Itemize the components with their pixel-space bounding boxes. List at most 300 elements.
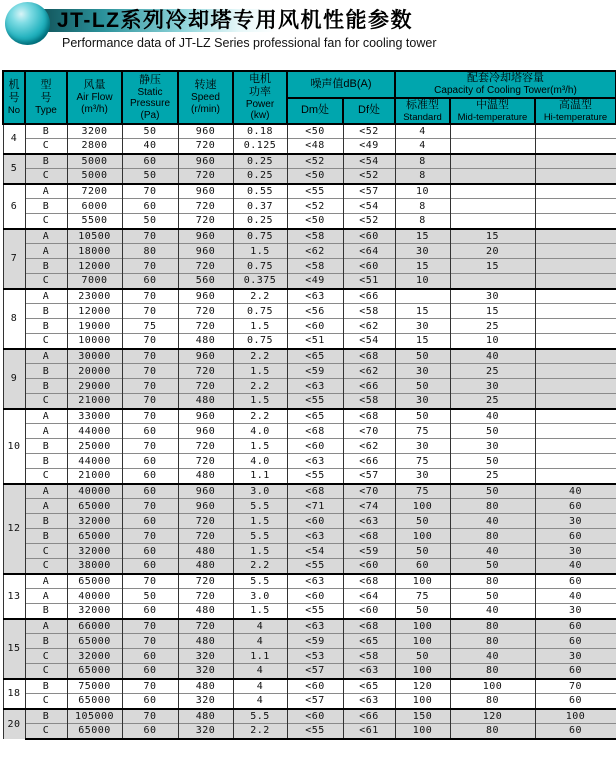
cell-static: 70 xyxy=(122,379,178,394)
cell-air: 32000 xyxy=(67,604,122,619)
cell-speed: 960 xyxy=(178,484,233,499)
cell-std: 100 xyxy=(395,574,450,589)
cell-power: 1.5 xyxy=(233,514,287,529)
cell-air: 75000 xyxy=(67,679,122,694)
cell-std: 100 xyxy=(395,694,450,709)
cell-mid: 15 xyxy=(450,259,535,274)
cell-static: 60 xyxy=(122,649,178,664)
col-header-airflow xyxy=(67,71,122,124)
cell-mid: 50 xyxy=(450,589,535,604)
cell-mid: 50 xyxy=(450,424,535,439)
cell-std: 10 xyxy=(395,184,450,199)
cell-std: 50 xyxy=(395,649,450,664)
power-zh1: 电机 xyxy=(249,72,271,85)
cell-mid: 100 xyxy=(450,679,535,694)
page-subtitle: Performance data of JT-LZ Series professional fan for cooling tower xyxy=(62,36,437,50)
cell-static: 70 xyxy=(122,184,178,199)
type-zh2: 号 xyxy=(40,91,52,104)
cell-mid: 40 xyxy=(450,514,535,529)
cell-hi xyxy=(535,154,616,169)
cell-static: 40 xyxy=(122,139,178,154)
cell-dm: <65 xyxy=(287,409,343,424)
cell-static: 70 xyxy=(122,439,178,454)
cell-dm: <59 xyxy=(287,364,343,379)
cell-hi: 60 xyxy=(535,724,616,739)
cell-df: <58 xyxy=(343,304,395,319)
cell-dm: <48 xyxy=(287,139,343,154)
cell-mid: 50 xyxy=(450,454,535,469)
cell-hi: 30 xyxy=(535,514,616,529)
cell-speed: 480 xyxy=(178,634,233,649)
cell-static: 70 xyxy=(122,709,178,724)
cell-power: 2.2 xyxy=(233,379,287,394)
cell-dm: <52 xyxy=(287,154,343,169)
cell-df: <74 xyxy=(343,499,395,514)
table-row xyxy=(3,184,616,199)
cell-static: 60 xyxy=(122,559,178,574)
cell-static: 70 xyxy=(122,364,178,379)
cell-std: 100 xyxy=(395,529,450,544)
machine-no-cell: 6 xyxy=(3,184,25,229)
cell-speed: 720 xyxy=(178,589,233,604)
cell-dm: <57 xyxy=(287,694,343,709)
cell-dm: <57 xyxy=(287,664,343,679)
cell-static: 60 xyxy=(122,274,178,289)
cell-type: C xyxy=(25,559,67,574)
static-zh: 静压 xyxy=(139,73,161,86)
cell-static: 70 xyxy=(122,304,178,319)
cell-air: 29000 xyxy=(67,379,122,394)
power-en: Power xyxy=(245,98,275,110)
table-row xyxy=(3,364,616,379)
cell-air: 65000 xyxy=(67,664,122,679)
cell-dm: <49 xyxy=(287,274,343,289)
cell-air: 3200 xyxy=(67,124,122,139)
cell-mid: 80 xyxy=(450,619,535,634)
cell-type: A xyxy=(25,499,67,514)
cell-std: 30 xyxy=(395,469,450,484)
cell-std: 30 xyxy=(395,319,450,334)
cell-hi: 70 xyxy=(535,679,616,694)
machine-no-zh1: 机 xyxy=(8,78,20,91)
table-row xyxy=(3,694,616,709)
cell-speed: 960 xyxy=(178,244,233,259)
cell-std: 8 xyxy=(395,154,450,169)
cell-dm: <60 xyxy=(287,439,343,454)
cell-air: 105000 xyxy=(67,709,122,724)
static-en1: Static xyxy=(137,86,163,98)
df-label: Df处 xyxy=(358,104,380,116)
hi-temp-zh: 高温型 xyxy=(559,98,592,111)
cell-dm: <55 xyxy=(287,604,343,619)
cell-mid: 25 xyxy=(450,319,535,334)
cell-hi xyxy=(535,454,616,469)
cell-power: 2.2 xyxy=(233,409,287,424)
cell-std: 4 xyxy=(395,124,450,139)
cell-air: 65000 xyxy=(67,529,122,544)
cell-std: 100 xyxy=(395,724,450,739)
cell-mid: 80 xyxy=(450,724,535,739)
cell-air: 12000 xyxy=(67,259,122,274)
col-header-dm xyxy=(287,98,343,124)
table-row xyxy=(3,169,616,184)
cell-air: 10500 xyxy=(67,229,122,244)
cell-type: C xyxy=(25,274,67,289)
cell-power: 4 xyxy=(233,679,287,694)
cell-mid: 25 xyxy=(450,364,535,379)
cell-static: 60 xyxy=(122,424,178,439)
cell-static: 50 xyxy=(122,589,178,604)
col-header-static-pressure xyxy=(122,71,178,124)
cell-air: 5000 xyxy=(67,169,122,184)
cell-static: 80 xyxy=(122,244,178,259)
cell-dm: <54 xyxy=(287,544,343,559)
static-unit: (Pa) xyxy=(140,109,160,121)
cell-air: 20000 xyxy=(67,364,122,379)
logo-sphere-icon xyxy=(5,2,50,45)
cell-hi xyxy=(535,469,616,484)
mid-temp-zh: 中温型 xyxy=(476,98,509,111)
cell-static: 75 xyxy=(122,319,178,334)
cell-speed: 480 xyxy=(178,394,233,409)
cell-air: 25000 xyxy=(67,439,122,454)
speed-en: Speed xyxy=(191,92,220,104)
cell-speed: 320 xyxy=(178,649,233,664)
col-header-type xyxy=(25,71,67,124)
cell-type: B xyxy=(25,679,67,694)
cell-static: 60 xyxy=(122,469,178,484)
cell-std: 50 xyxy=(395,604,450,619)
cell-type: B xyxy=(25,304,67,319)
cell-type: C xyxy=(25,649,67,664)
cell-mid xyxy=(450,154,535,169)
standard-zh: 标准型 xyxy=(406,98,439,111)
cell-hi xyxy=(535,424,616,439)
cell-power: 1.1 xyxy=(233,649,287,664)
cell-hi: 30 xyxy=(535,544,616,559)
table-row xyxy=(3,529,616,544)
cell-std: 50 xyxy=(395,514,450,529)
cell-speed: 480 xyxy=(178,679,233,694)
cell-static: 70 xyxy=(122,229,178,244)
cell-std: 75 xyxy=(395,484,450,499)
cell-hi xyxy=(535,289,616,304)
cell-df: <64 xyxy=(343,589,395,604)
cell-hi xyxy=(535,409,616,424)
cell-speed: 720 xyxy=(178,439,233,454)
machine-no-zh2: 号 xyxy=(8,91,20,104)
cell-air: 40000 xyxy=(67,589,122,604)
cell-std: 30 xyxy=(395,439,450,454)
cell-type: A xyxy=(25,574,67,589)
machine-no-cell: 15 xyxy=(3,619,25,679)
cell-std xyxy=(395,289,450,304)
cell-hi xyxy=(535,229,616,244)
cell-type: A xyxy=(25,229,67,244)
cell-speed: 960 xyxy=(178,424,233,439)
cell-dm: <60 xyxy=(287,709,343,724)
cell-type: A xyxy=(25,409,67,424)
table-row xyxy=(3,604,616,619)
machine-no-cell: 7 xyxy=(3,229,25,289)
cell-mid xyxy=(450,199,535,214)
cell-df: <68 xyxy=(343,529,395,544)
cell-mid: 20 xyxy=(450,244,535,259)
cell-power: 1.5 xyxy=(233,364,287,379)
cell-type: C xyxy=(25,169,67,184)
col-header-capacity xyxy=(395,71,616,98)
cell-std: 100 xyxy=(395,664,450,679)
table-row xyxy=(3,274,616,289)
cell-df: <70 xyxy=(343,424,395,439)
cell-air: 10000 xyxy=(67,334,122,349)
cell-type: C xyxy=(25,694,67,709)
cell-air: 7000 xyxy=(67,274,122,289)
cell-hi: 60 xyxy=(535,619,616,634)
cell-mid: 40 xyxy=(450,649,535,664)
cell-mid xyxy=(450,214,535,229)
cell-hi xyxy=(535,379,616,394)
cell-air: 19000 xyxy=(67,319,122,334)
performance-table xyxy=(2,70,616,740)
cell-mid: 40 xyxy=(450,349,535,364)
cell-hi xyxy=(535,139,616,154)
cell-type: C xyxy=(25,334,67,349)
cell-type: C xyxy=(25,394,67,409)
cell-dm: <63 xyxy=(287,619,343,634)
table-row xyxy=(3,454,616,469)
cell-df: <58 xyxy=(343,394,395,409)
cell-speed: 960 xyxy=(178,124,233,139)
cell-power: 5.5 xyxy=(233,574,287,589)
cell-mid: 40 xyxy=(450,604,535,619)
cell-air: 65000 xyxy=(67,574,122,589)
cell-dm: <63 xyxy=(287,289,343,304)
cell-speed: 720 xyxy=(178,304,233,319)
cell-hi: 60 xyxy=(535,529,616,544)
cell-dm: <63 xyxy=(287,529,343,544)
cell-power: 2.2 xyxy=(233,289,287,304)
cell-dm: <60 xyxy=(287,514,343,529)
cell-hi xyxy=(535,364,616,379)
cell-mid xyxy=(450,139,535,154)
cell-air: 5000 xyxy=(67,154,122,169)
cell-static: 60 xyxy=(122,154,178,169)
cell-dm: <55 xyxy=(287,724,343,739)
cell-speed: 720 xyxy=(178,514,233,529)
table-row xyxy=(3,229,616,244)
title-area xyxy=(0,0,616,70)
cell-dm: <55 xyxy=(287,469,343,484)
machine-no-cell: 9 xyxy=(3,349,25,409)
cell-std: 15 xyxy=(395,259,450,274)
cell-hi: 30 xyxy=(535,604,616,619)
cell-power: 0.375 xyxy=(233,274,287,289)
col-header-df xyxy=(343,98,395,124)
table-row xyxy=(3,124,616,139)
cell-dm: <55 xyxy=(287,184,343,199)
table-row xyxy=(3,709,616,724)
cell-speed: 480 xyxy=(178,709,233,724)
cell-mid: 80 xyxy=(450,574,535,589)
cell-type: B xyxy=(25,454,67,469)
cell-dm: <62 xyxy=(287,244,343,259)
cell-hi xyxy=(535,244,616,259)
dm-label: Dm处 xyxy=(300,104,330,116)
cell-mid xyxy=(450,124,535,139)
cell-dm: <51 xyxy=(287,334,343,349)
cell-dm: <50 xyxy=(287,169,343,184)
cell-dm: <60 xyxy=(287,319,343,334)
table-row xyxy=(3,244,616,259)
cell-df: <62 xyxy=(343,439,395,454)
cell-power: 4 xyxy=(233,619,287,634)
cell-df: <68 xyxy=(343,619,395,634)
cell-dm: <63 xyxy=(287,379,343,394)
mid-temp-en: Mid-temperature xyxy=(457,111,528,123)
cell-std: 75 xyxy=(395,454,450,469)
cell-mid: 50 xyxy=(450,559,535,574)
cell-hi xyxy=(535,199,616,214)
cell-hi: 30 xyxy=(535,649,616,664)
cell-speed: 960 xyxy=(178,499,233,514)
type-en: Type xyxy=(35,104,57,116)
cell-hi xyxy=(535,169,616,184)
cell-power: 0.25 xyxy=(233,214,287,229)
cell-std: 100 xyxy=(395,634,450,649)
cell-hi: 40 xyxy=(535,589,616,604)
cell-df: <62 xyxy=(343,319,395,334)
cell-df: <68 xyxy=(343,409,395,424)
cell-speed: 720 xyxy=(178,139,233,154)
machine-no-cell: 18 xyxy=(3,679,25,709)
cell-air: 30000 xyxy=(67,349,122,364)
cell-hi: 60 xyxy=(535,664,616,679)
cell-dm: <58 xyxy=(287,229,343,244)
cell-speed: 560 xyxy=(178,274,233,289)
col-header-hi-temperature xyxy=(535,98,616,124)
cell-df: <66 xyxy=(343,454,395,469)
cell-std: 120 xyxy=(395,679,450,694)
cell-mid: 50 xyxy=(450,484,535,499)
cell-df: <63 xyxy=(343,664,395,679)
cell-type: B xyxy=(25,154,67,169)
cell-mid: 25 xyxy=(450,469,535,484)
cell-mid: 80 xyxy=(450,634,535,649)
cell-power: 2.2 xyxy=(233,724,287,739)
table-row xyxy=(3,289,616,304)
table-row xyxy=(3,319,616,334)
machine-no-cell: 5 xyxy=(3,154,25,184)
cell-speed: 720 xyxy=(178,529,233,544)
table-row xyxy=(3,469,616,484)
cell-speed: 720 xyxy=(178,319,233,334)
cell-speed: 720 xyxy=(178,619,233,634)
cell-std: 150 xyxy=(395,709,450,724)
cell-dm: <63 xyxy=(287,574,343,589)
cell-speed: 320 xyxy=(178,664,233,679)
cell-dm: <71 xyxy=(287,499,343,514)
cell-hi: 60 xyxy=(535,694,616,709)
cell-dm: <60 xyxy=(287,679,343,694)
cell-air: 5500 xyxy=(67,214,122,229)
cell-air: 65000 xyxy=(67,724,122,739)
cell-speed: 960 xyxy=(178,349,233,364)
cell-speed: 320 xyxy=(178,694,233,709)
cell-speed: 960 xyxy=(178,154,233,169)
cell-power: 5.5 xyxy=(233,499,287,514)
cell-speed: 480 xyxy=(178,334,233,349)
col-header-mid-temperature xyxy=(450,98,535,124)
cell-power: 1.5 xyxy=(233,604,287,619)
cell-power: 5.5 xyxy=(233,529,287,544)
cell-df: <66 xyxy=(343,289,395,304)
table-row xyxy=(3,154,616,169)
cell-std: 50 xyxy=(395,349,450,364)
cell-dm: <60 xyxy=(287,589,343,604)
machine-no-cell: 13 xyxy=(3,574,25,619)
cell-df: <59 xyxy=(343,544,395,559)
cell-dm: <55 xyxy=(287,394,343,409)
cell-type: A xyxy=(25,244,67,259)
cell-type: C xyxy=(25,664,67,679)
cell-type: B xyxy=(25,514,67,529)
cell-power: 0.75 xyxy=(233,229,287,244)
cell-power: 0.25 xyxy=(233,154,287,169)
cell-air: 40000 xyxy=(67,484,122,499)
cell-air: 33000 xyxy=(67,409,122,424)
cell-df: <52 xyxy=(343,214,395,229)
cell-power: 3.0 xyxy=(233,484,287,499)
static-en2: Pressure xyxy=(129,98,170,109)
cell-speed: 960 xyxy=(178,229,233,244)
cell-static: 70 xyxy=(122,409,178,424)
power-unit: (kw) xyxy=(250,110,270,122)
cell-mid xyxy=(450,184,535,199)
cell-static: 60 xyxy=(122,514,178,529)
cell-df: <63 xyxy=(343,694,395,709)
airflow-unit: (m³/h) xyxy=(81,103,108,115)
cell-static: 70 xyxy=(122,529,178,544)
cell-speed: 720 xyxy=(178,259,233,274)
cell-speed: 480 xyxy=(178,544,233,559)
machine-no-cell: 12 xyxy=(3,484,25,574)
cell-std: 15 xyxy=(395,334,450,349)
cell-hi xyxy=(535,304,616,319)
cell-mid: 25 xyxy=(450,394,535,409)
cell-speed: 720 xyxy=(178,169,233,184)
type-zh1: 型 xyxy=(40,78,52,91)
cell-std: 10 xyxy=(395,274,450,289)
cell-df: <57 xyxy=(343,469,395,484)
table-row xyxy=(3,424,616,439)
cell-power: 0.55 xyxy=(233,184,287,199)
cell-power: 4 xyxy=(233,694,287,709)
cell-type: B xyxy=(25,604,67,619)
cell-power: 3.0 xyxy=(233,589,287,604)
cell-static: 60 xyxy=(122,544,178,559)
table-row xyxy=(3,379,616,394)
cell-static: 50 xyxy=(122,169,178,184)
cell-static: 60 xyxy=(122,664,178,679)
cell-type: B xyxy=(25,259,67,274)
cell-static: 70 xyxy=(122,679,178,694)
table-row xyxy=(3,559,616,574)
table-row xyxy=(3,544,616,559)
cell-air: 66000 xyxy=(67,619,122,634)
cell-hi xyxy=(535,184,616,199)
col-header-noise xyxy=(287,71,395,98)
